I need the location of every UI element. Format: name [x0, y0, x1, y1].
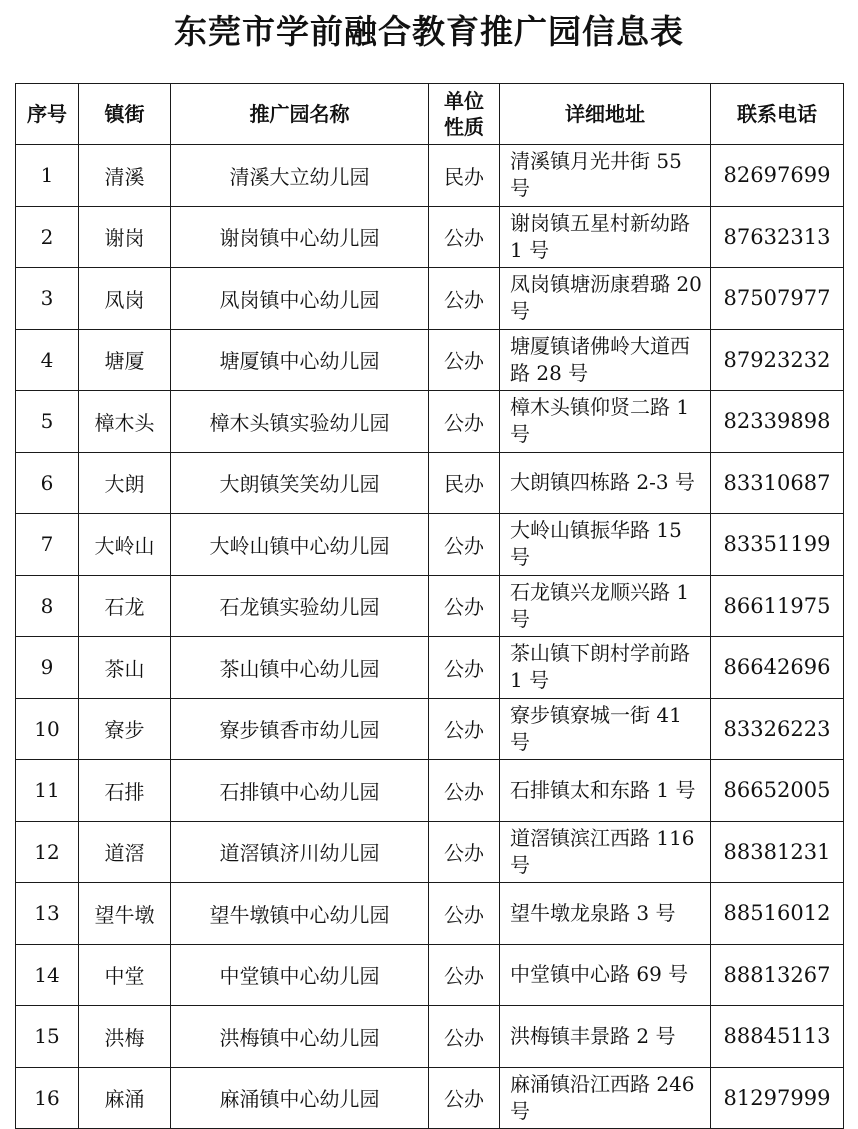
cell-phone: 88813267 [711, 944, 844, 1006]
cell-town: 樟木头 [79, 391, 171, 453]
cell-type: 公办 [429, 206, 500, 268]
table-body [16, 145, 844, 1129]
table-row [16, 883, 844, 945]
cell-phone: 86652005 [711, 760, 844, 822]
table-row [16, 145, 844, 207]
header-town: 镇街 [79, 84, 171, 145]
cell-index: 10 [16, 698, 79, 760]
cell-name: 茶山镇中心幼儿园 [171, 637, 429, 699]
cell-index: 13 [16, 883, 79, 945]
cell-name: 洪梅镇中心幼儿园 [171, 1006, 429, 1068]
table-row [16, 944, 844, 1006]
cell-name: 中堂镇中心幼儿园 [171, 944, 429, 1006]
cell-phone: 86642696 [711, 637, 844, 699]
cell-index: 16 [16, 1067, 79, 1129]
cell-name: 麻涌镇中心幼儿园 [171, 1067, 429, 1129]
cell-name: 望牛墩镇中心幼儿园 [171, 883, 429, 945]
cell-address: 大朗镇四栋路 2-3 号 [500, 452, 711, 514]
cell-phone: 82339898 [711, 391, 844, 453]
cell-town: 望牛墩 [79, 883, 171, 945]
header-address: 详细地址 [500, 84, 711, 145]
cell-phone: 88845113 [711, 1006, 844, 1068]
cell-name: 塘厦镇中心幼儿园 [171, 329, 429, 391]
cell-town: 塘厦 [79, 329, 171, 391]
cell-town: 洪梅 [79, 1006, 171, 1068]
cell-town: 谢岗 [79, 206, 171, 268]
table-header-row [16, 84, 844, 145]
cell-name: 清溪大立幼儿园 [171, 145, 429, 207]
cell-address: 中堂镇中心路 69 号 [500, 944, 711, 1006]
table-row [16, 1006, 844, 1068]
cell-address: 道滘镇滨江西路 116 号 [500, 821, 711, 883]
cell-type: 公办 [429, 575, 500, 637]
cell-address: 寮步镇寮城一街 41 号 [500, 698, 711, 760]
cell-type: 公办 [429, 329, 500, 391]
cell-index: 15 [16, 1006, 79, 1068]
cell-name: 石龙镇实验幼儿园 [171, 575, 429, 637]
table-row [16, 637, 844, 699]
cell-address: 石排镇太和东路 1 号 [500, 760, 711, 822]
cell-name: 道滘镇济川幼儿园 [171, 821, 429, 883]
cell-town: 茶山 [79, 637, 171, 699]
cell-type: 公办 [429, 760, 500, 822]
cell-name: 谢岗镇中心幼儿园 [171, 206, 429, 268]
cell-index: 3 [16, 268, 79, 330]
cell-town: 中堂 [79, 944, 171, 1006]
cell-index: 4 [16, 329, 79, 391]
header-type-line2: 性质 [444, 115, 484, 139]
cell-name: 大朗镇笑笑幼儿园 [171, 452, 429, 514]
cell-address: 清溪镇月光井街 55 号 [500, 145, 711, 207]
header-type [429, 84, 500, 145]
cell-name: 石排镇中心幼儿园 [171, 760, 429, 822]
cell-address: 望牛墩龙泉路 3 号 [500, 883, 711, 945]
cell-phone: 86611975 [711, 575, 844, 637]
cell-address: 樟木头镇仰贤二路 1 号 [500, 391, 711, 453]
table-row [16, 698, 844, 760]
cell-type: 民办 [429, 452, 500, 514]
table-row [16, 268, 844, 330]
cell-index: 7 [16, 514, 79, 576]
cell-type: 公办 [429, 1006, 500, 1068]
cell-phone: 81297999 [711, 1067, 844, 1129]
cell-town: 寮步 [79, 698, 171, 760]
table-row [16, 1067, 844, 1129]
cell-index: 12 [16, 821, 79, 883]
cell-town: 道滘 [79, 821, 171, 883]
cell-type: 公办 [429, 821, 500, 883]
cell-index: 11 [16, 760, 79, 822]
cell-index: 5 [16, 391, 79, 453]
cell-phone: 87923232 [711, 329, 844, 391]
cell-town: 大岭山 [79, 514, 171, 576]
cell-town: 石排 [79, 760, 171, 822]
table-row [16, 391, 844, 453]
cell-phone: 83351199 [711, 514, 844, 576]
header-type-line1: 单位 [444, 89, 484, 113]
cell-town: 凤岗 [79, 268, 171, 330]
header-name: 推广园名称 [171, 84, 429, 145]
cell-phone: 87507977 [711, 268, 844, 330]
cell-address: 石龙镇兴龙顺兴路 1 号 [500, 575, 711, 637]
cell-town: 麻涌 [79, 1067, 171, 1129]
cell-type: 公办 [429, 1067, 500, 1129]
cell-phone: 88381231 [711, 821, 844, 883]
cell-index: 9 [16, 637, 79, 699]
cell-index: 2 [16, 206, 79, 268]
cell-type: 民办 [429, 145, 500, 207]
cell-phone: 88516012 [711, 883, 844, 945]
table-row [16, 575, 844, 637]
cell-phone: 83310687 [711, 452, 844, 514]
cell-type: 公办 [429, 944, 500, 1006]
cell-type: 公办 [429, 883, 500, 945]
cell-town: 石龙 [79, 575, 171, 637]
cell-address: 谢岗镇五星村新幼路 1 号 [500, 206, 711, 268]
cell-address: 凤岗镇塘沥康碧璐 20 号 [500, 268, 711, 330]
table-row [16, 452, 844, 514]
cell-address: 大岭山镇振华路 15 号 [500, 514, 711, 576]
cell-name: 寮步镇香市幼儿园 [171, 698, 429, 760]
cell-index: 8 [16, 575, 79, 637]
cell-address: 洪梅镇丰景路 2 号 [500, 1006, 711, 1068]
cell-name: 大岭山镇中心幼儿园 [171, 514, 429, 576]
cell-name: 樟木头镇实验幼儿园 [171, 391, 429, 453]
cell-type: 公办 [429, 391, 500, 453]
table-row [16, 514, 844, 576]
cell-type: 公办 [429, 637, 500, 699]
table-row [16, 760, 844, 822]
cell-town: 清溪 [79, 145, 171, 207]
table-row [16, 821, 844, 883]
cell-index: 14 [16, 944, 79, 1006]
cell-index: 6 [16, 452, 79, 514]
header-phone: 联系电话 [711, 84, 844, 145]
kindergarten-info-table [15, 83, 844, 1129]
cell-phone: 83326223 [711, 698, 844, 760]
cell-address: 麻涌镇沿江西路 246 号 [500, 1067, 711, 1129]
cell-type: 公办 [429, 268, 500, 330]
header-index: 序号 [16, 84, 79, 145]
cell-phone: 82697699 [711, 145, 844, 207]
cell-name: 凤岗镇中心幼儿园 [171, 268, 429, 330]
cell-town: 大朗 [79, 452, 171, 514]
cell-type: 公办 [429, 698, 500, 760]
cell-index: 1 [16, 145, 79, 207]
table-row [16, 329, 844, 391]
page-title: 东莞市学前融合教育推广园信息表 [174, 12, 684, 51]
cell-type: 公办 [429, 514, 500, 576]
cell-address: 茶山镇下朗村学前路 1 号 [500, 637, 711, 699]
cell-phone: 87632313 [711, 206, 844, 268]
cell-address: 塘厦镇诸佛岭大道西路 28 号 [500, 329, 711, 391]
table-row [16, 206, 844, 268]
